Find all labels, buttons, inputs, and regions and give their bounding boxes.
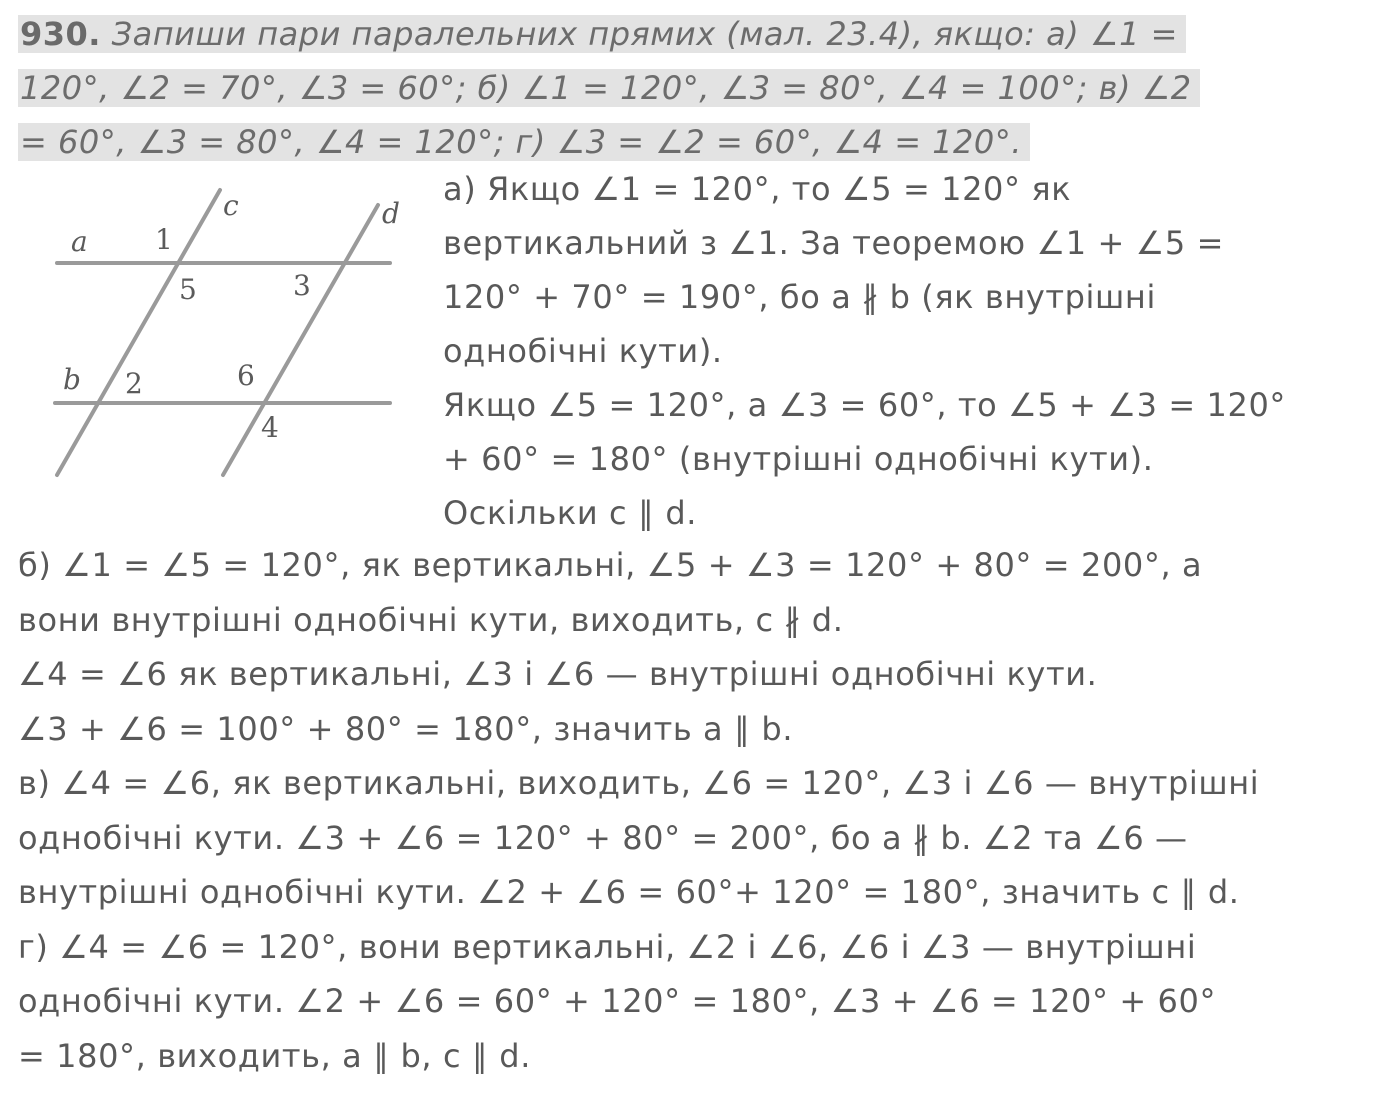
task-text-1: Запиши пари паралельних прямих (мал. 23.4), якщо: а) ∠1 = xyxy=(100,15,1178,53)
solution-a-line: Якщо ∠5 = 120°, а ∠3 = 60°, то ∠5 + ∠3 = 120° xyxy=(443,386,1286,424)
label-angle-5: 5 xyxy=(179,273,197,306)
label-angle-6: 6 xyxy=(237,359,255,392)
label-angle-3: 3 xyxy=(293,269,311,302)
figure-drawing xyxy=(45,185,405,485)
solution-part-a xyxy=(443,162,1388,540)
task-number: 930. xyxy=(20,15,101,53)
solution-a-line: однобічні кути). xyxy=(443,332,723,370)
solution-line: г) ∠4 = ∠6 = 120°, вони вертикальні, ∠2 і ∠6, ∠6 і ∠3 — внутрішні xyxy=(18,927,1197,966)
solution-line: б) ∠1 = ∠5 = 120°, як вертикальні, ∠5 + ∠3 = 120° + 80° = 200°, а xyxy=(18,546,1203,584)
solution-line: ∠4 = ∠6 як вертикальні, ∠3 і ∠6 — внутрішні однобічні кути. xyxy=(18,655,1098,693)
figure-parallel-lines xyxy=(45,185,405,485)
solution-line: в) ∠4 = ∠6, як вертикальні, виходить, ∠6 = 120°, ∠3 і ∠6 — внутрішні xyxy=(18,764,1260,802)
task-line-1 xyxy=(18,8,1358,62)
solution-a-line: а) Якщо ∠1 = 120°, то ∠5 = 120° як xyxy=(443,170,1072,208)
solution-a-line: + 60° = 180° (внутрішні однобічні кути). xyxy=(443,440,1154,478)
label-angle-1: 1 xyxy=(155,223,173,256)
task-line-2 xyxy=(18,62,1358,116)
label-line-c: c xyxy=(223,189,239,222)
solution-line: вони внутрішні однобічні кути, виходить, c ∦ d. xyxy=(18,600,844,639)
solution-line: ∠3 + ∠6 = 100° + 80° = 180°, значить a ∥ b. xyxy=(18,709,794,748)
task-statement xyxy=(18,8,1358,170)
solution-line: однобічні кути. ∠3 + ∠6 = 120° + 80° = 200°, бо a ∦ b. ∠2 та ∠6 — xyxy=(18,818,1188,857)
label-line-a: a xyxy=(71,225,88,258)
solution-parts-b-c-d xyxy=(18,538,1388,1083)
solution-line: внутрішні однобічні кути. ∠2 + ∠6 = 60°+ 120° = 180°, значить c ∥ d. xyxy=(18,873,1240,911)
line-d xyxy=(223,205,378,475)
label-line-d: d xyxy=(382,197,400,230)
task-highlight-1 xyxy=(18,15,1186,53)
task-text-2: 120°, ∠2 = 70°, ∠3 = 60°; б) ∠1 = 120°, ∠3 = 80°, ∠4 = 100°; в) ∠2 xyxy=(18,69,1200,107)
solution-line: однобічні кути. ∠2 + ∠6 = 60° + 120° = 180°, ∠3 + ∠6 = 120° + 60° xyxy=(18,982,1217,1020)
solution-a-line: Оскільки c ∥ d. xyxy=(443,494,698,532)
solution-line: = 180°, виходить, a ∥ b, c ∥ d. xyxy=(18,1036,531,1075)
label-line-b: b xyxy=(63,363,81,396)
solution-a-line: вертикальний з ∠1. За теоремою ∠1 + ∠5 = xyxy=(443,224,1225,262)
label-angle-4: 4 xyxy=(261,411,279,444)
label-angle-2: 2 xyxy=(125,367,143,400)
task-text-3: = 60°, ∠3 = 80°, ∠4 = 120°; г) ∠3 = ∠2 = 60°, ∠4 = 120°. xyxy=(18,123,1030,161)
solution-a-line: 120° + 70° = 190°, бо a ∦ b (як внутрішні xyxy=(443,278,1156,316)
